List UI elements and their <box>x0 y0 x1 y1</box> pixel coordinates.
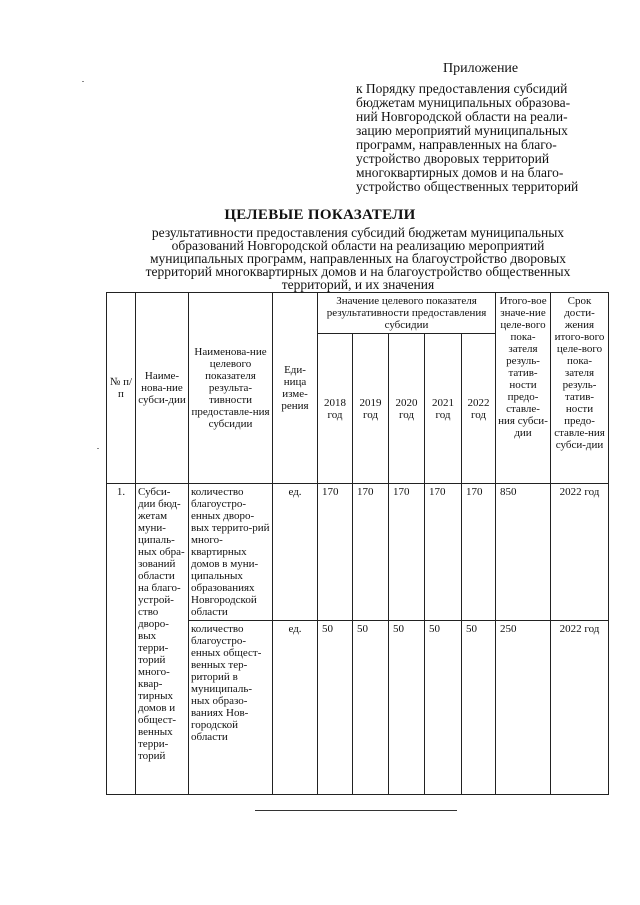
subtitle-line: результативности предоставления субсидий бюджетам муниципальных <box>151 225 565 240</box>
subtitle-line: территорий многоквартирных домов и на благоустройство общественных <box>145 264 571 279</box>
appendix-line: программ, направленных на благо- <box>356 137 557 152</box>
value-2019: 170 <box>353 484 389 621</box>
row-indicator: количество благоустро-енных общест-венных тер-риторий в муниципаль-ных образо-ваниях Нов-городской области <box>189 621 273 795</box>
appendix-line: устройство общественных территорий <box>356 179 579 194</box>
row-total: 250 <box>496 621 551 795</box>
appendix-line: зацию мероприятий муниципальных <box>356 123 568 138</box>
subtitle-line: образований Новгородской области на реализацию мероприятий <box>171 238 545 253</box>
row-deadline: 2022 год <box>551 621 609 795</box>
appendix-line: к Порядку предоставления субсидий <box>356 81 568 96</box>
value-2020: 50 <box>389 621 425 795</box>
header-year-2021: 2021 год <box>425 334 462 484</box>
header-num: № п/п <box>107 293 136 484</box>
value-2020: 170 <box>389 484 425 621</box>
subtitle-line: территорий, и их значения <box>281 277 435 292</box>
table-row <box>107 484 609 621</box>
header-deadline: Срок дости-жения итого-вого целе-вого пока-зателя резуль-татив-ности предо-ставле-ния субси-дии <box>551 293 609 484</box>
row-num: 1. <box>107 484 136 795</box>
appendix-line: устройство дворовых территорий <box>356 151 550 166</box>
appendix-text <box>356 82 600 194</box>
header-year-2020: 2020 год <box>389 334 425 484</box>
header-value-group: Значение целевого показателя результативности предоставления субсидии <box>318 293 496 334</box>
appendix-line: бюджетам муниципальных образова- <box>356 95 571 110</box>
value-2021: 170 <box>425 484 462 621</box>
value-2022: 170 <box>462 484 496 621</box>
row-total: 850 <box>496 484 551 621</box>
value-2021: 50 <box>425 621 462 795</box>
row-subsidy-name: Субси-дии бюд-жетам муни-ципаль-ных обра-зований области на благо-устрой-ство дворо-вых терри-торий много-квар-тирных домов и общест-венных терри-торий <box>136 484 189 795</box>
header-row <box>107 293 609 334</box>
value-2019: 50 <box>353 621 389 795</box>
appendix-title: Приложение <box>443 61 519 76</box>
header-year-2018: 2018 год <box>318 334 353 484</box>
scan-speck <box>82 81 84 82</box>
row-deadline: 2022 год <box>551 484 609 621</box>
header-indicator-name: Наименова-ние целевого показателя результа-тивности предоставле-ния субсидии <box>189 293 273 484</box>
value-2018: 50 <box>318 621 353 795</box>
targets-table <box>106 292 609 795</box>
appendix-line: ний Новгородской области на реали- <box>356 109 568 124</box>
header-unit: Еди-ница изме-рения <box>273 293 318 484</box>
bottom-rule <box>255 810 457 811</box>
row-unit: ед. <box>273 484 318 621</box>
header-subsidy-name: Наиме-нова-ние субси-дии <box>136 293 189 484</box>
value-2018: 170 <box>318 484 353 621</box>
subtitle-line: муниципальных программ, направленных на благоустройство дворовых <box>150 251 566 266</box>
row-indicator: количество благоустро-енных дворо-вых террито-рий много-квартирных домов в муни-ципальных образованиях Новгородской области <box>189 484 273 621</box>
header-year-2022: 2022 год <box>462 334 496 484</box>
appendix-line: многоквартирных домов и на благо- <box>356 165 564 180</box>
row-unit: ед. <box>273 621 318 795</box>
header-year-2019: 2019 год <box>353 334 389 484</box>
document-subtitle <box>108 226 608 291</box>
scan-speck <box>97 448 99 449</box>
value-2022: 50 <box>462 621 496 795</box>
document-title: ЦЕЛЕВЫЕ ПОКАЗАТЕЛИ <box>224 207 416 223</box>
header-total: Итого-вое значе-ние целе-вого пока-зателя резуль-татив-ности предо-ставле-ния субси-дии <box>496 293 551 484</box>
